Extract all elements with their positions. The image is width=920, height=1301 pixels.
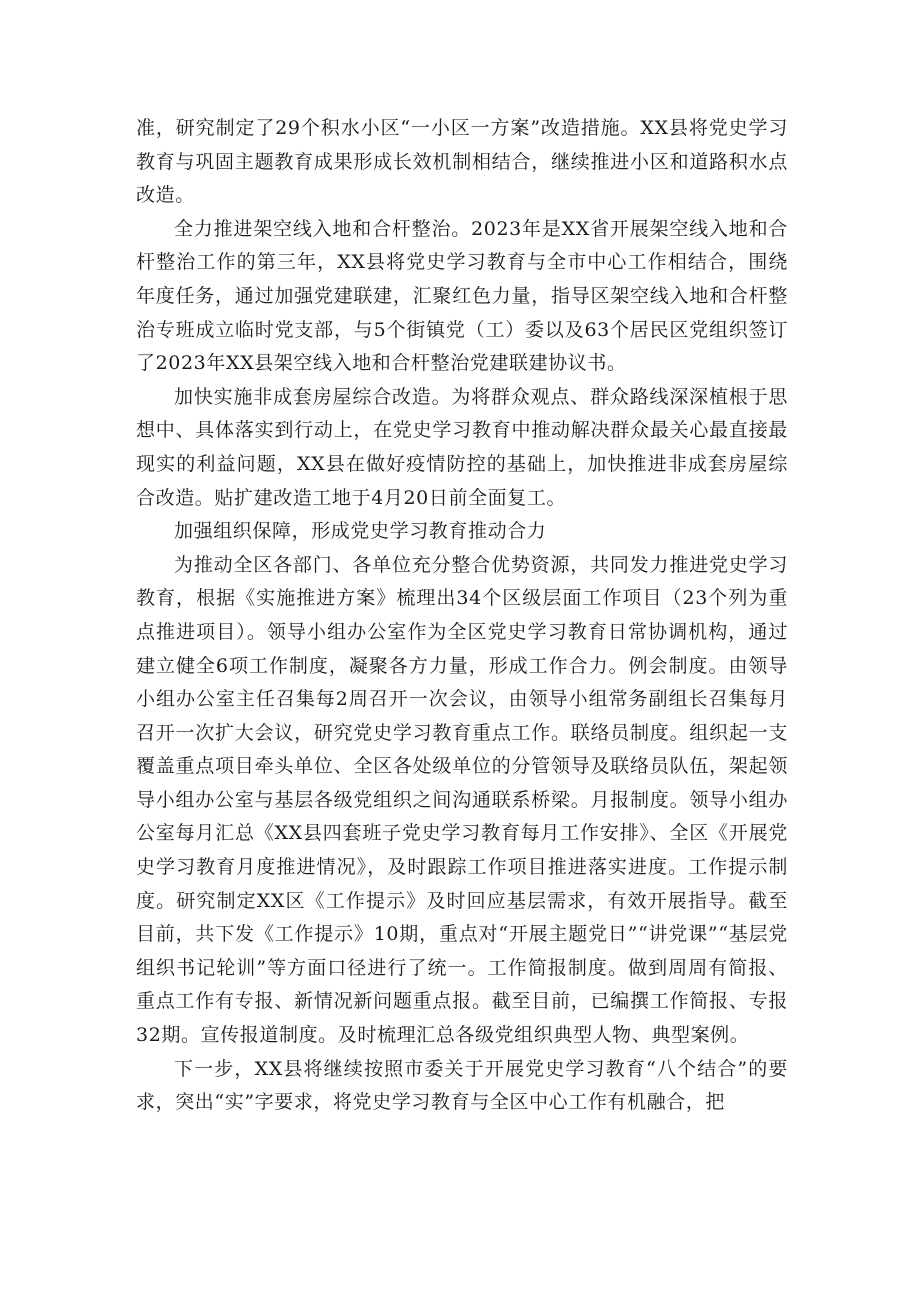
paragraph-next-step: 下一步，XX县将继续按照市委关于开展党史学习教育“八个结合”的要求，突出“实”字要求，将党史学习教育与全区中心工作有机融合，把 [136,1057,788,1114]
document-body [136,112,788,1120]
paragraph-overhead-lines: 全力推进架空线入地和合杆整治。2023年是XX省开展架空线入地和合杆整治工作的第三年，XX县将党史学习教育与全市中心工作相结合，围绕年度任务，通过加强党建联建，汇聚红色力量，指导区架空线入地和合杆整治专班成立临时党支部，与5个街镇党（工）委以及63个居民区党组织签订了2023年XX县架空线入地和合杆整治党建联建协议书。 [136,217,788,375]
paragraph-housing-renovation: 加快实施非成套房屋综合改造。为将群众观点、群众路线深深植根于思想中、具体落实到行动上，在党史学习教育中推动解决群众最关心最直接最现实的利益问题，XX县在做好疫情防控的基础上，加快推进非成套房屋综合改造。贴扩建改造工地于4月20日前全面复工。 [136,385,788,509]
section-heading: 加强组织保障，形成党史学习教育推动合力 [174,520,547,543]
paragraph-continuation: 准，研究制定了29个积水小区“一小区一方案”改造措施。XX县将党史学习教育与巩固主题教育成果形成长效机制相结合，继续推进小区和道路积水点改造。 [136,117,788,207]
paragraph-organization: 为推动全区各部门、各单位充分整合优势资源，共同发力推进党史学习教育，根据《实施推进方案》梳理出34个区级层面工作项目（23个列为重点推进项目）。领导小组办公室作为全区党史学习教育日常协调机构，通过建立健全6项工作制度，凝聚各方力量，形成工作合力。例会制度。由领导小组办公室主任召集每2周召开一次会议，由领导小组常务副组长召集每月召开一次扩大会议，研究党史学习教育重点工作。联络员制度。组织起一支覆盖重点项目牵头单位、全区各处级单位的分管领导及联络员队伍，架起领导小组办公室与基层各级党组织之间沟通联系桥梁。月报制度。领导小组办公室每月汇总《XX县四套班子党史学习教育每月工作安排》、全区《开展党史学习教育月度推进情况》，及时跟踪工作项目推进落实进度。工作提示制度。研究制定XX区《工作提示》及时回应基层需求，有效开展指导。截至目前，共下发《工作提示》10期，重点对“开展主题党日”“讲党课”“基层党组织书记轮训”等方面口径进行了统一。工作简报制度。做到周周有简报、重点工作有专报、新情况新问题重点报。截至目前，已编撰工作简报、专报32期。宣传报道制度。及时梳理汇总各级党组织典型人物、典型案例。 [136,553,788,1047]
